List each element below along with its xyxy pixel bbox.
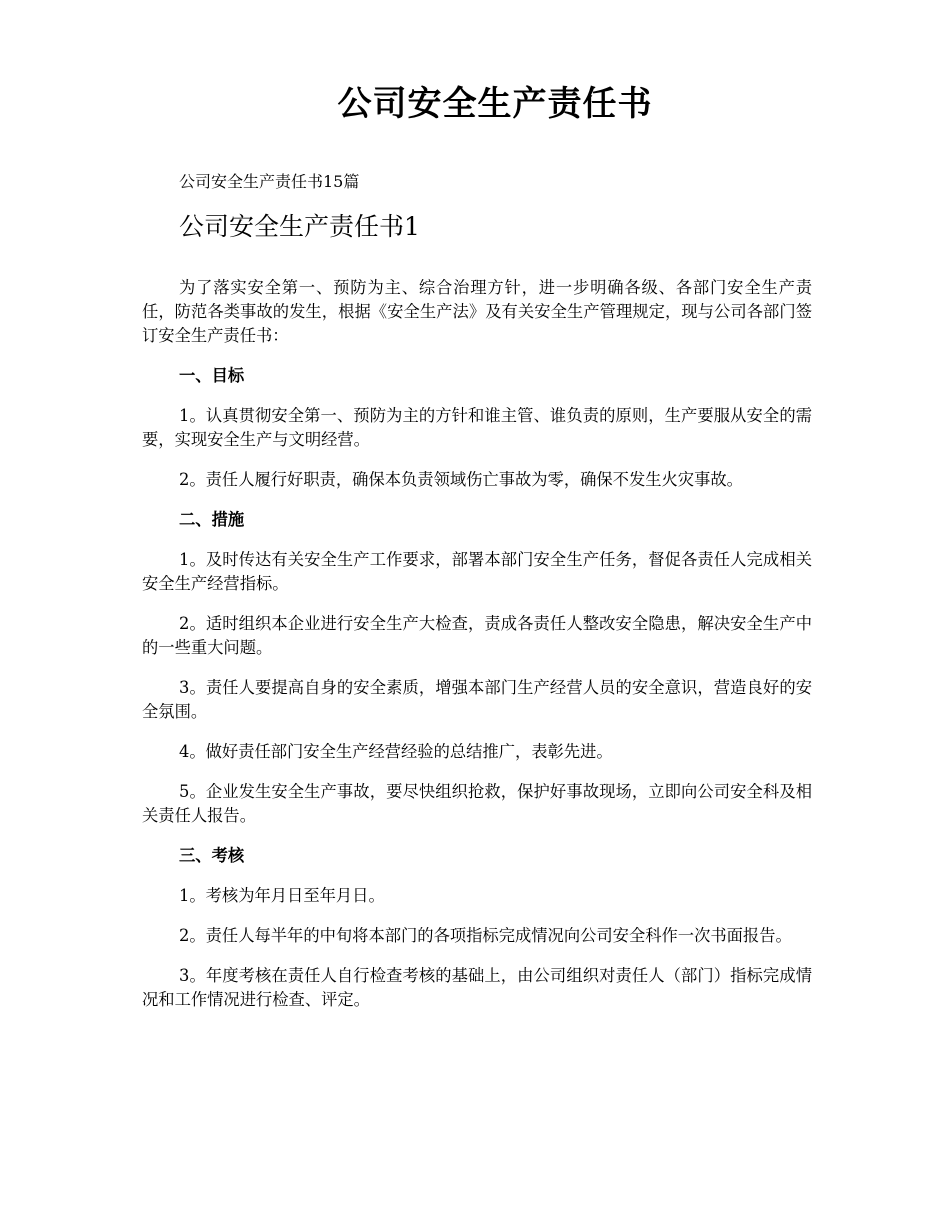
goal-item-1: 1。认真贯彻安全第一、预防为主的方针和谁主管、谁负责的原则，生产要服从安全的需要，实现安全生产与文明经营。 xyxy=(142,406,812,449)
document-body xyxy=(142,276,812,1028)
measure-item-2: 2。适时组织本企业进行安全生产大检查，责成各责任人整改安全隐患，解决安全生产中的一些重大问题。 xyxy=(142,614,812,657)
section-title: 公司安全生产责任书1 xyxy=(179,212,420,241)
assessment-item-2: 2。责任人每半年的中旬将本部门的各项指标完成情况向公司安全科作一次书面报告。 xyxy=(179,926,792,945)
measure-item-5: 5。企业发生安全生产事故，要尽快组织抢救，保护好事故现场，立即向公司安全科及相关责任人报告。 xyxy=(142,782,812,825)
goal-item-2: 2。责任人履行好职责，确保本负责领域伤亡事故为零，确保不发生火灾事故。 xyxy=(179,470,743,489)
section-heading-goals: 一、目标 xyxy=(179,366,245,385)
section-heading-measures: 二、措施 xyxy=(179,510,245,529)
assessment-item-1: 1。考核为年月日至年月日。 xyxy=(179,886,385,905)
document-subtitle: 公司安全生产责任书15篇 xyxy=(179,172,360,191)
section-heading-assessment: 三、考核 xyxy=(179,846,245,865)
assessment-item-3: 3。年度考核在责任人自行检查考核的基础上，由公司组织对责任人（部门）指标完成情况和工作情况进行检查、评定。 xyxy=(142,966,812,1009)
measure-item-4: 4。做好责任部门安全生产经营经验的总结推广，表彰先进。 xyxy=(179,742,613,761)
document-title: 公司安全生产责任书 xyxy=(337,84,653,124)
measure-item-1: 1。及时传达有关安全生产工作要求，部署本部门安全生产任务，督促各责任人完成相关安全生产经营指标。 xyxy=(142,550,812,593)
measure-item-3: 3。责任人要提高自身的安全素质，增强本部门生产经营人员的安全意识，营造良好的安全氛围。 xyxy=(142,678,812,721)
intro-paragraph: 为了落实安全第一、预防为主、综合治理方针，进一步明确各级、各部门安全生产责任，防范各类事故的发生，根据《安全生产法》及有关安全生产管理规定，现与公司各部门签订安全生产责任书： xyxy=(142,278,812,345)
